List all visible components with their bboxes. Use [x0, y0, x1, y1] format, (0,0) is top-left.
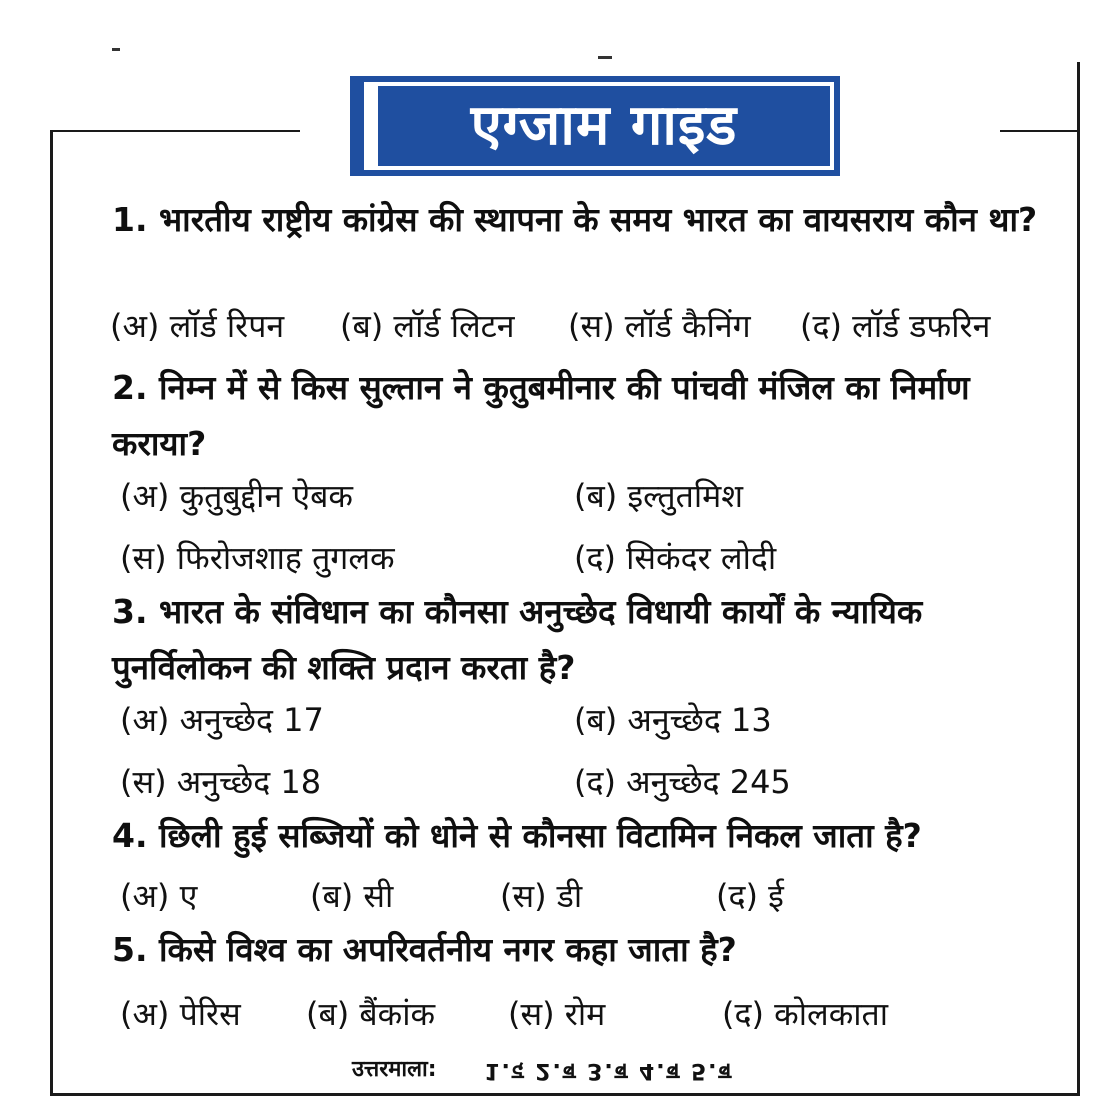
q5-option-d: (द) कोलकाता: [722, 995, 889, 1033]
question-4: 4. छिली हुई सब्जियों को धोने से कौनसा विटामिन निकल जाता है?: [112, 816, 922, 855]
q2-option-a: (अ) कुतुबुद्दीन ऐबक: [120, 477, 353, 515]
question-5: 5. किसे विश्व का अपरिवर्तनीय नगर कहा जाता है?: [112, 930, 737, 969]
q2-option-d: (द) सिकंदर लोदी: [574, 539, 777, 577]
q4-option-b: (ब) सी: [310, 877, 394, 915]
q3-option-c: (स) अनुच्छेद 18: [120, 763, 322, 801]
q3-option-d: (द) अनुच्छेद 245: [574, 763, 791, 801]
question-2: 2. निम्न में से किस सुल्तान ने कुतुबमीनार की पांचवी मंजिल का निर्माण कराया?: [112, 368, 970, 463]
question-1: 1. भारतीय राष्ट्रीय कांग्रेस की स्थापना के समय भारत का वायसराय कौन था?: [112, 200, 1038, 239]
q1-option-d: (द) लॉर्ड डफरिन: [800, 307, 991, 345]
q1-option-c: (स) लॉर्ड कैनिंग: [568, 307, 751, 345]
q1-option-a: (अ) लॉर्ड रिपन: [110, 307, 285, 345]
q4-option-c: (स) डी: [500, 877, 583, 915]
q2-option-c: (स) फिरोजशाह तुगलक: [120, 539, 395, 577]
q3-option-b: (ब) अनुच्छेद 13: [574, 701, 772, 739]
q5-option-b: (ब) बैंकांक: [306, 995, 436, 1033]
print-mark: [598, 56, 612, 59]
q4-option-d: (द) ई: [716, 877, 784, 915]
q5-option-a: (अ) पेरिस: [120, 995, 241, 1033]
q4-option-a: (अ) ए: [120, 877, 198, 915]
answer-key-values: 1.द 2.ब 3.ब 4.ब 5.ब: [484, 1058, 734, 1083]
answer-key-label: उत्तरमाला:: [352, 1057, 437, 1082]
q5-option-c: (स) रोम: [508, 995, 606, 1033]
q2-option-b: (ब) इल्तुतमिश: [574, 477, 744, 515]
question-3: 3. भारत के संविधान का कौनसा अनुच्छेद विधायी कार्यों के न्यायिक पुनर्विलोकन की शक्ति प्रदान करता है?: [112, 592, 923, 687]
q1-option-b: (ब) लॉर्ड लिटन: [340, 307, 515, 345]
frame-right-tick: [1077, 62, 1080, 132]
q3-option-a: (अ) अनुच्छेद 17: [120, 701, 324, 739]
print-mark: [112, 48, 120, 51]
page-title: एग्जाम गाइड: [378, 86, 830, 166]
answer-key: [352, 1052, 733, 1088]
